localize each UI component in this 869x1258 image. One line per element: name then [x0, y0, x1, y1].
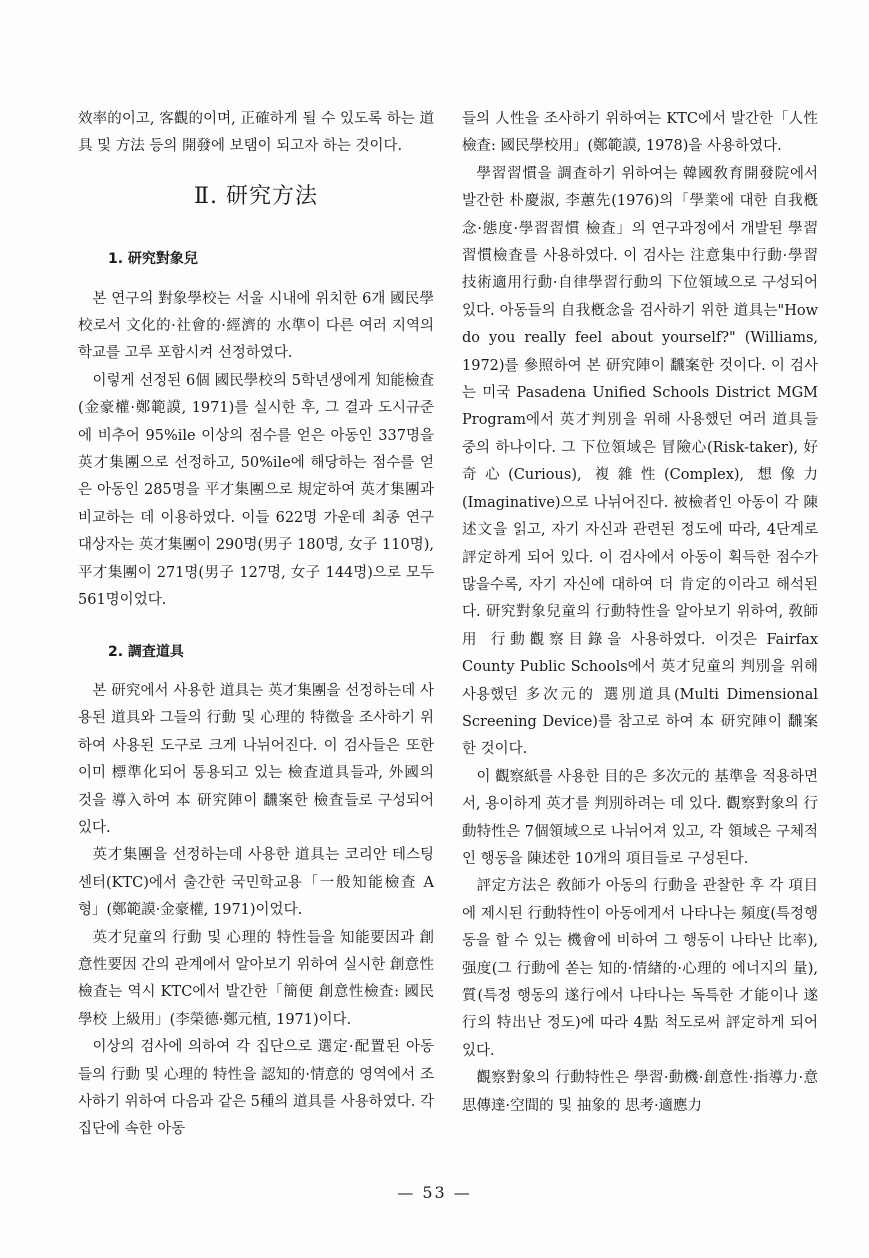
body-paragraph: 이 觀察紙를 사용한 目的은 多次元的 基準을 적용하면서, 용이하게 英才를 判別하려는 데 있다. 觀察對象의 行動特性은 7個領域으로 나뉘어져 있고, 각 領域은 구체적인 행동을 陳述한 10개의 項目들로 구성된다.	[462, 768, 818, 867]
intro-paragraph: 效率的이고, 客觀的이며, 正確하게 될 수 있도록 하는 道具 및 方法 등의 開發에 보탬이 되고자 하는 것이다.	[78, 111, 434, 155]
body-paragraph: 들의 人性을 조사하기 위하여는 KTC에서 발간한「人性檢査: 國民學校用」(鄭範謨, 1978)을 사용하였다.	[462, 111, 818, 155]
body-paragraph: 이상의 검사에 의하여 각 집단으로 選定·配置된 아동들의 行動 및 心理的 特性을 認知的·情意的 영역에서 조사하기 위하여 다음과 같은 5種의 道具를 사용하였다. 각 집단에 속한 아동	[78, 1039, 434, 1138]
left-column	[78, 106, 434, 1144]
body-paragraph: 學習習慣을 調査하기 위하여는 韓國敎育開發院에서 발간한 朴慶淑, 李蕙先(1976)의「學業에 대한 自我槪念·態度·學習習慣 檢査」의 연구과정에서 개발된 學習習慣檢査를 사용하였다. 이 검사는 注意集中行動·學習技術適用行動·自律學習行動의 下位領域으로 구성되어 있다. 아동들의 自我槪念을 검사하기 위한 道具는"How do you really feel about yourself?" (Williams, 1972)를 參照하여 본 研究陣이 飜案한 것이다. 이 검사는 미국 Pasadena Unified Schools District MGM Program에서 英才判別을 위해 사용했던 여러 道具들 중의 하나이다. 그 下位領域은 冒險心(Risk-taker), 好奇心(Curious), 複雜性(Complex), 想像力(Imaginative)으로 나뉘어진다. 被檢者인 아동이 각 陳述文을 읽고, 자기 자신과 관련된 정도에 따라, 4단계로 評定하게 되어 있다. 이 검사에서 아동이 획득한 점수가 많을수록, 자기 자신에 대하여 더 肯定的이라고 해석된다. 研究對象兒童의 行動特性을 알아보기 위하여, 敎師用 行動觀察目錄을 사용하였다. 이것은 Fairfax County Public Schools에서 英才兒童의 判別을 위해 사용했던 多次元的 選別道具(Multi Dimensional Screening Device)를 참고로 하여 本 研究陣이 飜案한 것이다.	[462, 165, 818, 758]
body-paragraph: 英才兒童의 行動 및 心理的 特性들을 知能要因과 創意性要因 간의 관계에서 알아보기 위하여 실시한 創意性 檢査는 역시 KTC에서 발간한「簡便 創意性檢査: 國民學校 上級用」(李榮德·鄭元植, 1971)이다.	[78, 929, 434, 1028]
section-heading-survey-instruments: 2. 調査道具	[108, 643, 184, 660]
body-paragraph: 觀察對象의 行動特性은 學習·動機·創意性·指導力·意思傳達·空間的 및 抽象的 思考·適應力	[462, 1070, 818, 1114]
section-heading-research-subjects: 1. 研究對象兒	[108, 251, 198, 268]
body-paragraph: 英才集團을 선정하는데 사용한 道具는 코리안 테스팅 센터(KTC)에서 출간한 국민학교용「一般知能檢査 A형」(鄭範謨·金豪權, 1971)이었다.	[78, 847, 434, 919]
body-paragraph: 본 研究에서 사용한 道具는 英才集團을 선정하는데 사용된 道具와 그들의 行動 및 心理的 特徵을 조사하기 위하여 사용된 도구로 크게 나뉘어진다. 이 검사들은 또한 이미 標準化되어 통용되고 있는 檢査道具들과, 外國의 것을 導入하여 本 研究陣이 飜案한 檢査들로 구성되어 있다.	[78, 682, 434, 836]
chapter-title: Ⅱ. 研究方法	[194, 183, 318, 209]
body-paragraph: 이렇게 선정된 6個 國民學校의 5학년생에게 知能檢査(金豪權·鄭範謨, 1971)를 실시한 후, 그 결과 도시규준에 비추어 95%ile 이상의 점수를 얻은 아동인 337명을 英才集團으로 선정하고, 50%ile에 해당하는 점수를 얻은 아동인 285명을 平才集團으로 規定하여 英才集團과 비교하는 데 이용하였다. 이들 622명 가운데 최종 연구 대상자는 英才集團이 290명(男子 180명, 女子 110명), 平才集團이 271명(男子 127명, 女子 144명)으로 모두 561명이었다.	[78, 372, 434, 609]
right-column	[462, 106, 818, 1120]
body-paragraph: 評定方法은 敎師가 아동의 行動을 관찰한 후 각 項目에 제시된 行動特性이 아동에게서 나타나는 頻度(특정행동을 할 수 있는 機會에 비하여 그 행동이 나타난 比率), 强度(그 行動에 쏟는 知的·情緖的·心理的 에너지의 量), 質(특정 행동의 遂行에서 나타나는 독특한 才能이나 遂行의 特出난 정도)에 따라 4點 척도로써 評定하게 되어 있다.	[462, 878, 818, 1059]
page-number: — 53 —	[397, 1183, 472, 1202]
body-paragraph: 본 연구의 對象學校는 서울 시내에 위치한 6개 國民學校로서 文化的·社會的·經濟的 水準이 다른 여러 지역의 학교를 고루 포함시켜 선정하였다.	[78, 290, 434, 362]
